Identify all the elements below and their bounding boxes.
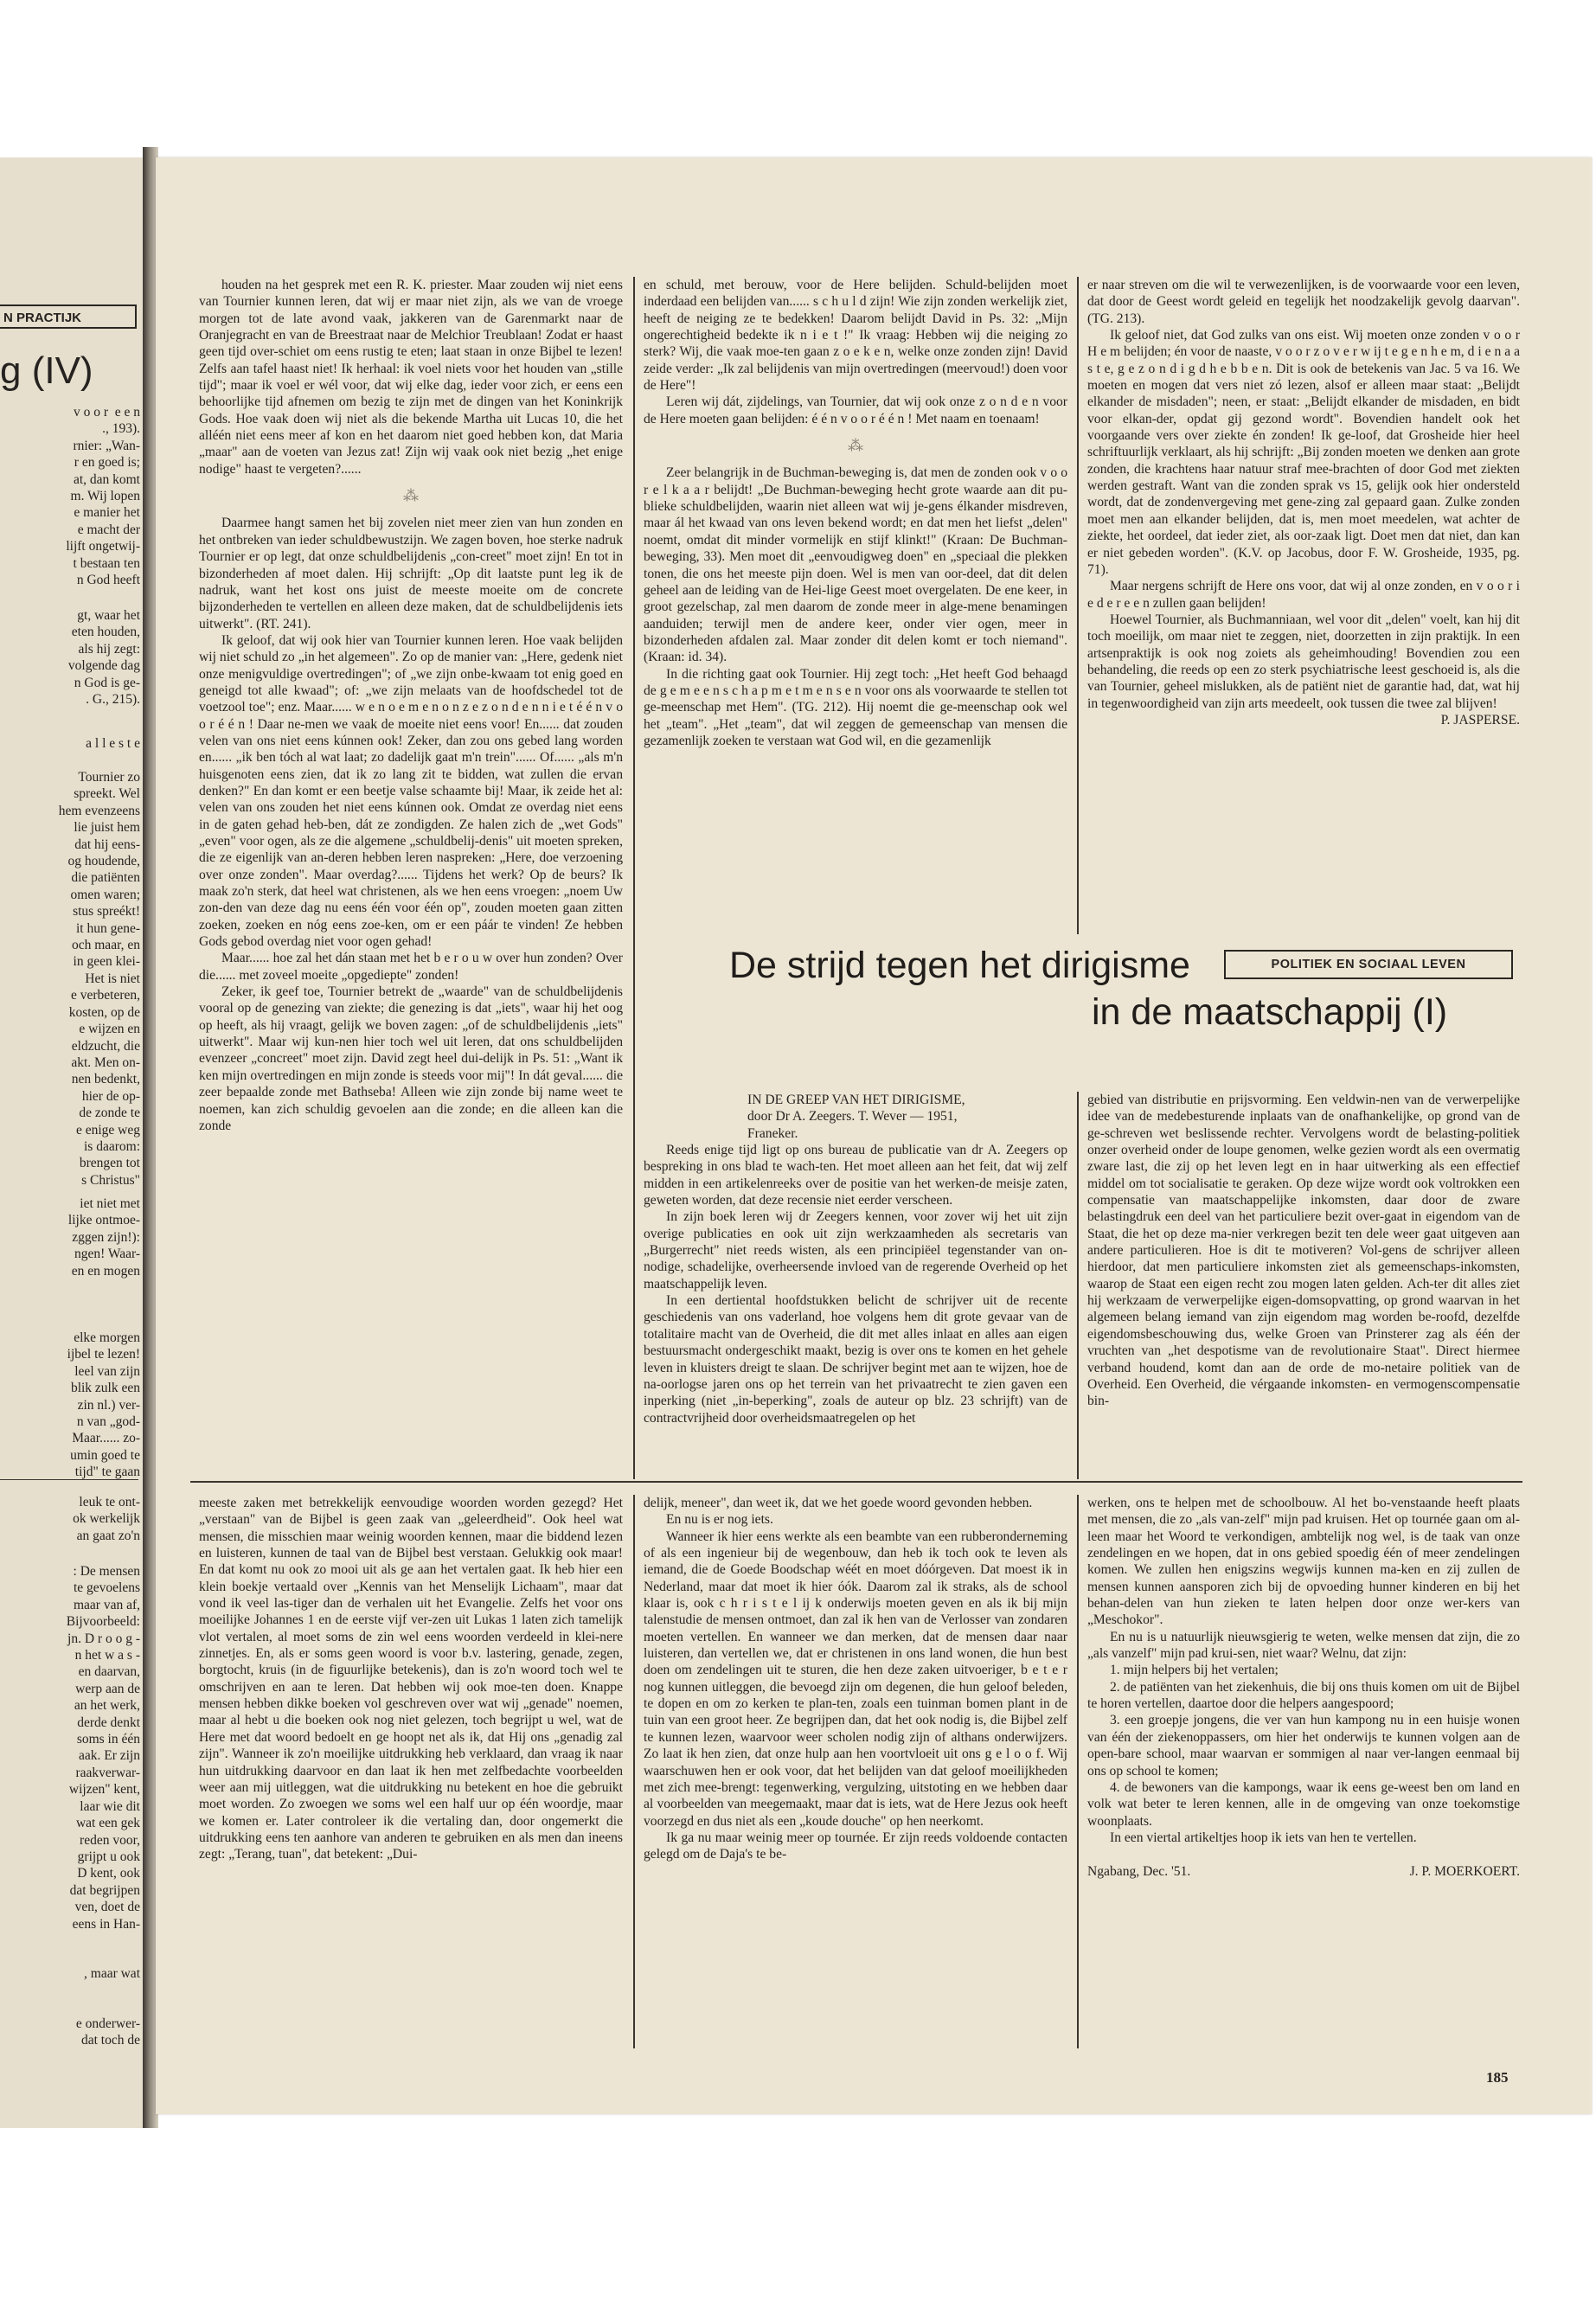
left-page-line: elke morgen bbox=[74, 1330, 140, 1345]
left-page-line: werp aan de bbox=[75, 1681, 140, 1696]
left-page-line: t bestaan ten bbox=[73, 555, 140, 571]
article3-col3-list1: 1. mijn helpers bij het vertalen; bbox=[1110, 1663, 1279, 1678]
left-page-line: Het is niet bbox=[85, 971, 140, 986]
left-page-line: : De mensen bbox=[73, 1564, 140, 1579]
left-page-line: jn. D r o o g - bbox=[67, 1631, 140, 1646]
left-lines-b bbox=[0, 607, 140, 708]
article3-col2-p4: Ik ga nu maar weinig meer op tournée. Er zijn reeds voldoende contacten gelegd om de Daja's te be- bbox=[644, 1830, 1067, 1862]
left-page-line: zin nl.) ver- bbox=[77, 1397, 140, 1413]
left-page-line: Bijvoorbeeld: bbox=[66, 1614, 140, 1630]
left-page-line: grijpt u ook bbox=[77, 1849, 140, 1864]
article3-col3-p3: In een viertal artikeltjes hoop ik iets van hen te vertellen. bbox=[1110, 1830, 1417, 1845]
article3-col2-p3: Wanneer ik hier eens werkte als een beambte van een rubberonderneming of als een ingenieur bij de wegenbouw, dan heb ik toch ook te leven als iemand, die de Goede Boodschap wéét en moet dóórgeven. Dat moest ik in Nederland, maar dat moet ik hier óók. Daarom zal ik straks, als de school klaar is, ook c h r i s t e l ij k onderwijs moeten geven en als ik bij mijn talenstudie de mensen ontmoet, dan zal ik hen van de Verlosser van zondaren moeten vertellen. En wanneer we dan merken, dat de mensen daar naar luisteren, dan vertellen we, dat er christenen in ons land wonen, die hun best doen om zendelingen uit te sturen, die hen deze zaken uitvoeriger, b e t e r nog kunnen uitleggen, die bevoegd zijn om degenen, die hun geloof beleden, te dopen en om zo kerken te plan-ten, zoals een tuinman bomen plant in de tuin van een groot heer. Ze begrijpen dan, dat het ook nodig is, die Bijbel zelf te kunnen lezen, waarvoor weer scholen nodig zijn of althans onderwijzers. Zo laat ik hen zien, dat onze hulp aan hen voortvloeit uit ons g e l o o f. Wij waarschuwen hen er ook voor, dat het belijden van dat geloof moeilijkheden met zich mee-brengt: tegenwerking, vergulzing, uitstoting en we hebben daar al voorbeelden van meegemaakt, maar dat is iets, wat de Here Jezus ook heeft voorzegd en dus niet als een „koude douche" op hen neerkomt. bbox=[644, 1529, 1067, 1829]
left-page-line: m. Wij lopen bbox=[70, 489, 140, 504]
article2-col2-p3: In een dertiental hoofdstukken belicht de schrijver uit de recente geschiedenis van ons vaderland, hoe volgens hem dit grote gevaar van de totalitaire macht van de Overheid, die dit met alles inlaat en alles aan eigen bestuursmacht ondergeschikt maakt, bezig is over ons te komen en het gehele leven in kluisters dreigt te slaan. De schrijver begint met aan te wijzen, hoe de na-oorlogse jaren ons op het terrein van het privaatrecht te zien gaven een inperking (niet „in-beperking", zoals de auteur op blz. 23 schrijft) van de contractvrijheid door overheidsmaatregelen op het bbox=[644, 1293, 1067, 1426]
left-page-line: aak. Er zijn bbox=[78, 1748, 140, 1764]
left-page-line: dat hij eens- bbox=[74, 836, 140, 852]
left-page-line: n God is ge- bbox=[74, 675, 140, 690]
left-page-line: blik zulk een bbox=[70, 1381, 140, 1396]
left-page-line: D kent, ook bbox=[77, 1866, 140, 1881]
left-lines-i bbox=[0, 1965, 140, 1982]
left-page-line: r en goed is; bbox=[74, 455, 140, 471]
book-title: IN DE GREEP VAN HET DIRIGISME, bbox=[747, 1093, 965, 1107]
column-rule bbox=[1077, 277, 1079, 934]
left-page-line: v o o r e e n bbox=[73, 405, 140, 420]
article1-col2-p1: en schuld, met berouw, voor de Here belijden. Schuld-belijden moet inderdaad een belijden van...... s c h u l d zijn! Wie zijn zonden werkelijk ziet, heeft de neiging ze te bedekken! Daarom belijdt David in Ps. 32: „Mijn ongerechtigheid bedekte ik n i e t !" Ik vraag: Hebben wij die neiging zo sterk? Wij, die vaak moe-ten gaan z o e k e n, welke onze zonden zijn! David zeide verder: „Ik zal belijdenis van mijn overtredingen (meervoud!) doen voor de Here"! bbox=[644, 278, 1067, 394]
left-page-line: ngen! Waar- bbox=[74, 1247, 140, 1262]
section-separator: ⁂ bbox=[403, 487, 419, 505]
column-rule bbox=[633, 1495, 635, 2048]
left-page-line: och maar, en bbox=[72, 938, 140, 953]
left-lines-a bbox=[0, 404, 140, 588]
left-page-line: Maar...... zo- bbox=[72, 1431, 140, 1446]
article1-col3-p4: Hoewel Tournier, als Buchmanniaan, wel voor dit „delen" voelt, kan hij dit toch moeilijk, om maar niet te zeggen, niet, doorzetten in zijn praktijk. In een artsenpraktijk is ook nog zoiets als geheimhouding! Bovendien zou een behandeling, die reeds op een zo sterk psychiatrische leest geschoeid is, als die van Tournier, geheel mislukken, als de patiënt niet de garantie had, dat, wat hij in tegenwoordigheid van zijn arts meedeelt, ook tussen die twee zal blijven! bbox=[1087, 612, 1520, 711]
left-page-line: wat een gek bbox=[75, 1816, 140, 1831]
left-page-rule bbox=[0, 1479, 138, 1480]
article2-col2 bbox=[644, 1092, 1067, 1455]
left-page-line: ijbel te lezen! bbox=[67, 1347, 140, 1362]
article3-footer bbox=[1087, 1863, 1520, 1880]
left-page-line: rnier: „Wan- bbox=[73, 438, 140, 453]
left-page-line: in geen klei- bbox=[73, 954, 140, 970]
article1-col1-p2: Daarmee hangt samen het bij zovelen niet meer zien van hun zonden en het ontbreken van ieder schuldbewustzijn. We zagen boven, hoe sterke nadruk Tournier er op legt, dat onze schuldbelijdenis „con-creet" moet zijn! En tot in bizonderheden af moet dalen. Hij schrijft: „Op dit laatste punt leg ik de nadruk, want het kost ons juist de meeste moeite om de concrete bijzonderheden te vertellen en alleen deze maken, dat de schuldbelijdenis iets uitwerkt". (RT. 241). bbox=[199, 516, 623, 631]
left-lines-e bbox=[0, 1195, 140, 1279]
left-page-line: wijzen" kent, bbox=[68, 1782, 140, 1798]
section-separator: ⁂ bbox=[848, 437, 863, 455]
left-page-line: leel van zijn bbox=[74, 1363, 140, 1379]
left-page-line: raakverwar- bbox=[75, 1765, 140, 1780]
article3-col3-p2: En nu is u natuurlijk nieuwsgierig te weten, welke mensen dat zijn, die zo „als vanzelf" mijn pad krui-sen, niet waar? Welnu, dat zijn: bbox=[1087, 1629, 1520, 1662]
left-page-line: soms in één bbox=[76, 1732, 140, 1747]
left-page-line: Tournier zo bbox=[78, 770, 140, 785]
left-page-line: die patiënten bbox=[71, 870, 140, 886]
left-page-line: an gaat zo'n bbox=[76, 1528, 140, 1543]
left-page-line: te gevoelens bbox=[73, 1580, 140, 1596]
left-page-line: tijd" te gaan bbox=[74, 1465, 140, 1480]
article1-col1-p3: Ik geloof, dat wij ook hier van Tournier kunnen leren. Hoe vaak belijden wij niet schuld zo „in het algemeen". Zo op de manier van: „Here, gedenk niet onze menigvuldige overtredingen"; of „we zijn onbe-kwaam tot enig goed en geneigd tot alle kwaad"; of: „we zijn melaats van de hoofdschedel tot de voetzool toe"; enz. Maar...... w e n o e m e n o n z e z o n d e n n i e t é é n v o o r é é n ! Daar ne-men we vaak de moeite niet eens voor! En...... dat zouden velen van ons niet eens kúnnen ook! Zeker, dan zou ons gebed lang worden en...... „ik ben tóch al wat laat; zo dadelijk gaat m'n trein"...... Of...... „als m'n huisgenoten eens zien, dat ik zo lang zit te bidden, wat zullen die ervan denken?" En dan komt er een beetje valse schaamte bij! Maar, ik zeide het al: velen van ons zouden het niet eens kúnnen ook. Omdat ze overdag niet eens in de gaten gehad heb-ben, dát ze zondigden. Ze halen zich de „wet Gods" „even" voor ogen, als ze die algemene „schuldbelij-denis" uit moeten spreken, die ze eigenlijk van an-deren hebben leren naspreken: „Here, doe verzoening over onze zonden". Maar overdag?...... Tijdens het werk? Op de beurs? Ik maak zo'n sterk, dat heel wat christenen, als we hen eens vroegen: „noem Uw zon-den van deze dag nu eens één voor één op", zouden moeten gaan zitten zoeken, zoeken en nóg eens zoe-ken, om er een páár te vinden! Ze hebben Gods gebod overdag niet voor ogen gehad! bbox=[199, 632, 623, 950]
left-page-line: gt, waar het bbox=[77, 608, 140, 623]
left-page-line: derde denkt bbox=[77, 1715, 140, 1730]
article3-col1 bbox=[199, 1495, 623, 2048]
left-page-line: de zonde te bbox=[79, 1106, 140, 1121]
article3-col3-p1: werken, ons te helpen met de schoolbouw. Al het bo-venstaande heeft plaats met mensen, die zo „als van-zelf" mijn pad kruisen. Het op tournée gaan om al-leen maar het Woord te verkondigen, ambtelijk nog wel, is de taak van onze zendelingen en we hopen, dat in ons gebied spoedig één of meer zendelingen komen. We zullen hen enigszins wegwijs kunnen ma-ken en zij zullen de mensen kunnen aansporen zich bij de opvoeding hunner kinderen en bij het behan-delen van hun zieken te laten helpen door onze wer-kers van „Meschokor". bbox=[1087, 1496, 1520, 1628]
article1-col1 bbox=[199, 277, 623, 1453]
left-page-line: reden voor, bbox=[80, 1832, 140, 1848]
article1-col1-p5: Zeker, ik geef toe, Tournier betrekt de „waarde" van de schuldbelijdenis vooral op de genezing van ziekte; die genezing is dat „iets", waar hij het oog op heeft, als hij vraagt, gelijk we boven zagen: „of de schuldbelijdenis „iets" uitwerkt". Maar wij kun-nen hier toch wel uit leren, dat ons schuldbelijden evenzeer „concreet" moet zijn. David zegt heel dui-delijk in Ps. 51: „Want ik ken mijn overtredingen en mijn zonde is steeds voor mij"! In dát geval...... die zeer bepaalde zonde met Bathseba! Alleen wie zijn zonde bij name weet te noemen, kan zich schuldig gevoelen aan die zonde; en die alleen kan die zonde bbox=[199, 984, 623, 1133]
left-lines-c bbox=[0, 735, 140, 752]
left-page-line: it hun gene- bbox=[75, 920, 140, 936]
left-page-line: e macht der bbox=[77, 522, 140, 537]
left-lines-d bbox=[0, 769, 140, 1189]
article3-place-date: Ngabang, Dec. '51. bbox=[1087, 1864, 1191, 1880]
left-page-fragment bbox=[0, 157, 143, 2128]
article3-col3-list2: 2. de patiënten van het ziekenhuis, die bij ons thuis komen om uit de Bijbel te horen vertellen, daartoe door die helpers aangespoord; bbox=[1087, 1679, 1520, 1712]
left-page-line: e enige weg bbox=[75, 1122, 140, 1138]
left-page-line: a l l e s t e bbox=[86, 736, 140, 751]
article1-col2-p4: In die richting gaat ook Tournier. Hij zegt toch: „Het heeft God behaagd de g e m e e n s c h a p m e t m e n s e n voor ons als voorwaarde te stellen tot ge-meenschap met Hem". (TG. 212). Hij noemt die ge-meenschap ook wel het „team". „Het „team", dat wil zeggen de gemeenschap van mensen die gezamenlijk zoeken te verstaan wat God wil, en die gezamenlijk bbox=[644, 666, 1067, 748]
article1-col3-p2: Ik geloof niet, dat God zulks van ons eist. Wij moeten onze zonden v o o r H e m belijden; én voor de naaste, v o o r z o v e r w ij t e g e n h e m, d i e n a a s t e, g e z o n d i g d h e b b e n. Dit is ook de betekenis van Jac. 5 va 16. We moeten en mogen dat vers niet zó lezen, alsof er alleen maar staat: „Belijdt elkander de misdaden"; neen, er staat: „Belijdt elkander de misdaden, en bidt voor elkan-der, opdat gij gezond wordt". Bovendien handelt ook het voorgaande vers over ziekte én zonden! Ik ge-loof, dat Grosheide hier heel schriftuurlijk verklaart, als hij schrijft: „Bij zonden moeten we denken aan grote zonden, die krachtens haar natuur straf mee-brachten of door God met ziekten werden gestraft. Want van die zonden sprak vs 15, gelijk ook hier ondersteld wordt, dat de zondenvergeving met gene-zing zal gepaard gaan. Zulke zonden moet men aan elkander belijden, dat is, men moet meedelen, wat achter de ziekte, het oordeel, dat ieder ziet, als oor-zaak ligt. Doet men dat niet, dan kan er niet gebeden worden". (K.V. op Jacobus, door F. W. Grosheide, 1935, pg. 71). bbox=[1087, 328, 1520, 577]
article1-col2-p2: Leren wij dát, zijdelings, van Tournier, dat wij ook onze z o n d e n voor de Here moeten gaan belijden: é é n v o o r é é n ! Met naam en toenaam! bbox=[644, 394, 1067, 426]
left-page-line: n het w a s - bbox=[74, 1648, 140, 1663]
book-author: door Dr A. Zeegers. T. Wever — 1951, bbox=[747, 1109, 958, 1125]
left-page-line: ok werkelijk bbox=[73, 1511, 140, 1527]
left-page-line: als hij zegt: bbox=[78, 641, 140, 657]
article3-col2-p1: delijk, meneer", dan weet ik, dat we het goede woord gevonden hebben. bbox=[644, 1496, 1033, 1510]
article2-col3 bbox=[1087, 1092, 1520, 1455]
article3-signature: J. P. MOERKOERT. bbox=[1409, 1864, 1520, 1880]
left-page-line: eten houden, bbox=[71, 625, 140, 640]
left-page-line: akt. Men on- bbox=[71, 1054, 140, 1070]
left-page-line: s Christus" bbox=[81, 1172, 140, 1188]
left-page-line: stus spreékt! bbox=[73, 904, 140, 920]
article1-col2-p3: Zeer belangrijk in de Buchman-beweging is, dat men de zonden ook v o o r e l k a a r belijdt! „De Buchman-beweging hecht grote waarde aan dit pu-blieke schuldbelijden, waarin niet alleen wat wij je-gens élkander misdreven, maar ál het kwaad van ons leven bekend wordt; en dat men het liefst „delen" noemt, omdat dit minder vormelijk en stijf klinkt!" (Kraan: De Buchman-beweging, 33). Men moet dit „eenvoudigweg doen" en „speciaal die plekken tonen, die ons het meeste pijn doen. Wel is men van oor-deel, dat dit delen geheel aan de leiding van de Hei-lige Geest moet overgelaten. De ene keer, in groot gezelschap, zal men daarom de zonde meer in alge-mene benamingen aanduiden; terwijl men de andere keer, onder vier ogen, meer in bizonderheden afdalen zal. Maar zonder dit delen komt er toch niemand". (Kraan: id. 34). bbox=[644, 465, 1067, 665]
left-page-line: iet niet met bbox=[80, 1196, 140, 1211]
article3-col3-list4: 4. de bewoners van die kampongs, waar ik eens ge-weest ben om land en volk wat beter te leren kennen, alle in de omgeving van onze toekomstige woonplaats. bbox=[1087, 1779, 1520, 1829]
column-rule bbox=[1077, 1092, 1079, 1479]
left-page-line: leuk te ont- bbox=[79, 1495, 140, 1509]
left-page-line: lijft ongetwij- bbox=[66, 539, 140, 554]
left-page-line: brengen tot bbox=[79, 1156, 140, 1171]
left-page-rubric: N PRACTIJK bbox=[0, 304, 137, 329]
horizontal-page-rule bbox=[190, 1481, 1522, 1483]
left-page-line: . G., 215). bbox=[86, 692, 140, 708]
left-page-line: umin goed te bbox=[70, 1447, 140, 1463]
left-page-line: maar van af, bbox=[73, 1597, 140, 1612]
left-page-line: laar wie dit bbox=[80, 1798, 140, 1814]
book-place: Franeker. bbox=[747, 1125, 798, 1141]
left-page-line: volgende dag bbox=[67, 658, 140, 674]
left-page-line: hem evenzeens bbox=[58, 803, 140, 818]
article1-signature: P. JASPERSE. bbox=[1440, 712, 1520, 727]
left-page-line: , maar wat bbox=[84, 1966, 140, 1981]
left-page-line: spreekt. Wel bbox=[74, 786, 140, 802]
left-lines-f bbox=[0, 1330, 140, 1481]
left-page-line: og houdende, bbox=[67, 854, 140, 869]
left-lines-j bbox=[0, 2016, 140, 2049]
left-page-line: lijke ontmoe- bbox=[67, 1213, 140, 1228]
left-page-line: kosten, op de bbox=[68, 1004, 140, 1020]
column-rule bbox=[633, 277, 635, 1479]
left-page-line: e wijzen en bbox=[79, 1022, 140, 1037]
article2-headline-line2: in de maatschappij (I) bbox=[1092, 991, 1448, 1033]
page-number: 185 bbox=[1486, 2069, 1509, 2086]
left-page-line: hier de op- bbox=[81, 1088, 140, 1104]
article1-col1-p4: Maar...... hoe zal het dán staan met het b e r o u w over hun zonden? Over die...... met zoveel moeite „opgediepte" zonden! bbox=[199, 951, 623, 983]
left-page-line: e manier het bbox=[74, 505, 140, 521]
left-page-line: nen bedenkt, bbox=[71, 1072, 140, 1087]
article1-col2 bbox=[644, 277, 1067, 748]
left-page-title: g (IV) bbox=[0, 349, 93, 392]
left-page-line: is daarom: bbox=[84, 1138, 140, 1154]
left-lines-g bbox=[0, 1494, 140, 1544]
left-page-line: dat begrijpen bbox=[69, 1882, 140, 1898]
article3-col1-p1: meeste zaken met betrekkelijk eenvoudige woorden worden gezegd? Het „verstaan" van de Bijbel is geen zaak van „geleerdheid". Ook heel wat mensen, die misschien maar weinig woorden kennen, maar die biddend lezen en luisteren, kunnen de taal van de Bijbel best verstaan. Gelukkig ook maar! En dat komt nu ook zo mooi uit als ge aan het vertalen gaat. Ik heb hier een klein boekje vertaald over „Kennis van het Menselijk Lichaam", maar dat vond ik veel las-tiger dan de verhalen uit het Evangelie. Zelfs het voor ons moeilijke Johannes 1 en de eerste vijf ver-zen uit Lukas 1 laten zich tamelijk vlot vertalen, al moet soms de zin wel eens woorden verdeeld in klei-nere zinnetjes. En, als er soms geen woord is voor b.v. lastering, genade, zegen, borgtocht, kruis (in de figuurlijke betekenis), dan is zo'n woord toch wel te omschrijven en aan te leren. Dat hebben wij ook moe-ten doen. Knappe mensen hebben dikke boeken vol geschreven over wat wij „genade" noemen, maar al hebt u die boeken ook nog niet gelezen, toch begrijpt u wel, wat de Here met dat woord bedoelt en ge hoopt net als ik, dat Hij ons „genadig zal zijn". Wanneer ik zo'n moeilijke uitdrukking heb verklaard, dan vraag ik naar hun uitdrukking daarvoor en dan laat ik hen met zelfbedachte voorbeelden weer aan mij uitleggen, wat die uitdrukking nu betekent en hoe die gebruikt moet worden. Zo zwoegen we soms wel een half uur op één woordje, maar we komen er. Later controleer ik die vertaling dan, door ongemerkt die uitdrukking eens ten aanhore van anderen te gebruiken en als men dan ineens zegt: „Terang, tuan", dat betekent: „Dui- bbox=[199, 1496, 623, 1862]
left-page-line: ven, doet de bbox=[74, 1900, 140, 1915]
left-page-line: ., 193). bbox=[102, 421, 140, 437]
left-page-line: n God heeft bbox=[76, 573, 140, 588]
left-page-line: en en mogen bbox=[71, 1263, 140, 1279]
left-page-line: n van „god- bbox=[76, 1414, 140, 1430]
article2-col2-p2: In zijn boek leren wij dr Zeegers kennen, voor zover wij het uit zijn overige publicaties en ook uit zijn werkzaamheden als secretaris van „Burgerrecht" niet reeds wisten, als een principiëel tegenstander van on-nodige, schadelijke, overheersende invloed van de regerende Overheid op het maatschappelijk leven. bbox=[644, 1209, 1067, 1292]
article2-col2-p1: Reeds enige tijd ligt op ons bureau de publicatie van dr A. Zeegers op bespreking in ons blad te wach-ten. Het moet alleen aan het feit, dat wij zelf midden in een artikelenreeks over de positie van het werken-de meisje zaten, geweten worden, dat deze recensie niet eerder verscheen. bbox=[644, 1143, 1067, 1208]
article3-col2 bbox=[644, 1495, 1067, 2048]
left-lines-h bbox=[0, 1563, 140, 1932]
left-page-line: zggen zijn!): bbox=[72, 1229, 140, 1245]
article3-col2-p2: En nu is er nog iets. bbox=[666, 1512, 773, 1528]
article2-col3-p1: gebied van distributie en prijsvorming. Een veldwin-nen van de verwerpelijke idee van de medebesturende inplaats van de onafhankelijke, op grond van de ge-schreven wet beslissende rechter. Vervolgens wordt de belasting-politiek onzer overheid onder de loupe genomen, welke gezien wordt als een overmatig zware last, die zij op het leven legt en in haar uitwerking als een effectief middel om tot socialisatie te geraken. Op deze wijze wordt ook voltrokken een compensatie van maatschappelijke inkomsten, daar door de zware belastingdruk een deel van het particuliere bezit over-gaat in eigendom van de Staat, die het op deze ma-nier verkregen bezit ten dele weer gaat uitgeven aan andere particulieren. Hoe is dit te motiveren? Vol-gens de schrijver alleen hierdoor, dat men particuliere inkomsten ziet als gemeenschaps-inkomsten, waarop de Staat een eigen recht zou mogen laten gelden. Ach-ter dit alles ziet hij werkzaam de verwerpelijke eigen-domsopvatting, op grond waarvan in het algemeen belang iemand van zijn eigendom mag worden be-roofd, dezelfde eigendomsbeschouwing dus, welke Groen van Prinsterer zag als één der vruchten van „het despotisme van de revolutionaire Staat". Direct hiermee verband houdend, komt dan aan de orde de mo-netaire politiek van de Overheid. Een Overheid, die vérgaande inkomsten- en vermogenscompensatie bin- bbox=[1087, 1093, 1520, 1409]
left-page-line: e verbeteren, bbox=[70, 988, 140, 1003]
column-rule bbox=[1077, 1495, 1079, 2048]
left-page-line: an het werk, bbox=[74, 1698, 140, 1714]
article3-col3 bbox=[1087, 1495, 1520, 2048]
article1-col1-p1: houden na het gesprek met een R. K. priester. Maar zouden wij niet eens van Tournier kunnen leren, dat wij er maar niet zijn, als we van de vroege morgen tot de late avond vaak, jakkeren van de Garenmarkt naar de Oranjegracht en van de Breestraat naar de Melchior Treublaan! Zodat er haast geen tijd over-schiet om eens rustig te eten; laat staan in onze Bijbel te lezen! Zelfs aan tafel haast niet! Ik herhaal: ik voel niets voor het houden van „stille tijd"; maar ik voel er wél voor, dat wij elke dag, ieder voor zich, er eens een behoorlijke tijd afnemen om bezig te zijn met de dingen van het Koninkrijk Gods. Hoe vaak doen wij niet als die bekende Martha uit Lucas 10, die het alléén niet eens meer af kon en het daarom niet goed hebben kon, dat Maria „maar" aan de voeten van Jezus zat! Zijn wij vaak ook niet bezig „het enige nodige" haast te vergeten?...... bbox=[199, 278, 623, 477]
left-page-line: en daarvan, bbox=[78, 1664, 140, 1680]
left-page-line: at, dan komt bbox=[73, 471, 140, 487]
left-page-line: eens in Han- bbox=[72, 1916, 140, 1932]
article1-col3-p3: Maar nergens schrijft de Here ons voor, dat wij al onze zonden, en v o o r i e d e r e e n zullen gaan belijden! bbox=[1087, 579, 1520, 611]
left-page-line: lie juist hem bbox=[74, 820, 140, 836]
article2-headline-line1: De strijd tegen het dirigisme bbox=[729, 945, 1190, 986]
article1-col3 bbox=[1087, 277, 1520, 934]
rubric-label: POLITIEK EN SOCIAAL LEVEN bbox=[1224, 950, 1513, 979]
article3-col3-list3: 3. een groepje jongens, die ver van hun kampong nu in een huisje wonen van één der ziekenoppassers, om hier het onderwijs te kunnen volgen aan de open-bare school, maar waarvan er sommigen al naar ver-langen eenmaal bij ons op school te komen; bbox=[1087, 1713, 1520, 1779]
left-page-line: e onderwer- bbox=[75, 2016, 140, 2031]
article1-col3-p1: er naar streven om die wil te verwezenlijken, is de voorwaarde voor een leven, dat door de Geest wordt geleid en tegelijk het noodzakelijk gevolg daarvan". (TG. 213). bbox=[1087, 278, 1520, 326]
left-page-line: omen waren; bbox=[70, 887, 140, 902]
left-page-line: eldzucht, die bbox=[71, 1038, 140, 1054]
left-page-line: dat toch de bbox=[80, 2033, 140, 2048]
